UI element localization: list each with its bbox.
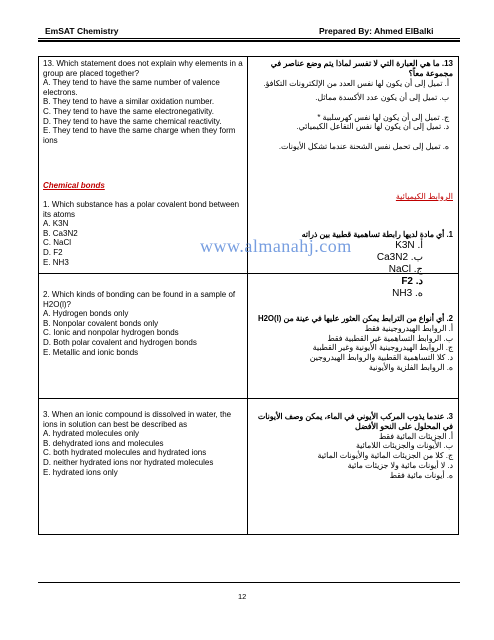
option-a: أ. الروابط الهيدروجينية فقط bbox=[364, 323, 453, 333]
option-e: E. hydrated ions only bbox=[43, 467, 118, 477]
question-stem: 2. أي أنواع من الترابط يمكن العثور عليها في عينة من H2O(l) bbox=[257, 314, 453, 323]
section-title-english: Chemical bonds bbox=[43, 181, 105, 190]
option-a: A. They tend to have the same number of valence electrons. bbox=[43, 78, 220, 97]
option-c: C. Ionic and nonpolar hydrogen bonds bbox=[43, 328, 179, 338]
q2-arabic bbox=[255, 314, 453, 373]
option-a: A. K3N bbox=[43, 219, 69, 229]
section-title-arabic: الروابط الكيميائية bbox=[395, 192, 453, 201]
option-a: أ. تميل إلى أن يكون لها نفس العدد من الإلكترونات التكافؤ. bbox=[263, 79, 449, 88]
option-label: أ. bbox=[417, 239, 423, 251]
option-d bbox=[255, 276, 453, 288]
column-divider bbox=[247, 57, 248, 534]
option-value: NaCl bbox=[388, 263, 411, 275]
option-e: ه. تميل إلى تحمل نفس الشحنة عندما تشكل الأيونات. bbox=[278, 142, 449, 152]
option-value: NH3 bbox=[392, 287, 413, 299]
question-stem: 13. Which statement does not explain why elements in a group are placed together? bbox=[43, 59, 243, 78]
q3-english bbox=[43, 410, 243, 477]
question-stem: 2. Which kinds of bonding can be found in a sample of H2O(l)? bbox=[43, 290, 236, 309]
option-e: E. They tend to have the same charge when they form ions bbox=[43, 126, 236, 145]
header-right: Prepared By: Ahmed ElBalki bbox=[319, 26, 434, 36]
option-b: B. They tend to have a similar oxidation number. bbox=[43, 97, 215, 107]
page-number: 12 bbox=[238, 592, 247, 601]
option-d: د. كلا التساهمية القطبية والروابط الهيدروجين bbox=[309, 353, 453, 363]
option-e bbox=[255, 288, 453, 300]
question-stem: 3. When an ionic compound is dissolved in water, the ions in solution can best be described as bbox=[43, 410, 232, 429]
option-b: B. Ca3N2 bbox=[43, 228, 78, 238]
option-e: E. Metallic and ionic bonds bbox=[43, 347, 139, 357]
option-label: ه. bbox=[414, 287, 423, 299]
question-table bbox=[38, 56, 459, 535]
q2-english bbox=[43, 290, 243, 357]
option-value: K3N bbox=[395, 239, 415, 251]
option-c: ج. الروابط الهيدروجينية الأيونية وغير القطبية bbox=[312, 343, 453, 353]
option-d: D. Both polar covalent and hydrogen bonds bbox=[43, 337, 197, 347]
option-label: ب. bbox=[410, 251, 423, 263]
option-d: د. لا أيونات مائية ولا جزيئات مائية bbox=[347, 460, 453, 470]
header-left: EmSAT Chemistry bbox=[45, 26, 119, 36]
q1-english bbox=[43, 200, 243, 267]
option-b: ب. تميل إلى أن يكون عدد الأكسدة مماثل. bbox=[315, 92, 449, 102]
header-rule-thin bbox=[38, 38, 460, 39]
row-divider-2 bbox=[39, 398, 458, 399]
option-b: ب. الأيونات والجزيئات اللامائية bbox=[355, 441, 453, 451]
option-a: A. hydrated molecules only bbox=[43, 429, 140, 439]
option-c: C. both hydrated molecules and hydrated ions bbox=[43, 448, 207, 458]
option-a: A. Hydrogen bonds only bbox=[43, 309, 129, 319]
option-value: F2 bbox=[401, 275, 413, 287]
option-e: ه. الروابط الفلزية والأيونية bbox=[368, 362, 453, 372]
option-c bbox=[255, 264, 453, 276]
option-c: C. NaCl bbox=[43, 238, 72, 248]
option-c: C. They tend to have the same electronegativity. bbox=[43, 106, 214, 116]
option-value: Ca3N2 bbox=[376, 251, 409, 263]
option-label: د. bbox=[415, 275, 423, 287]
option-c: ج. تميل إلى أن يكون لها نفس كهرسلبية * bbox=[317, 112, 449, 122]
q3-arabic bbox=[255, 412, 453, 481]
option-label: ج. bbox=[413, 263, 423, 275]
header-rule-thick bbox=[38, 40, 460, 42]
option-e: ه. أيونات مائية فقط bbox=[389, 470, 453, 480]
footer-rule bbox=[38, 582, 460, 583]
option-d: D. neither hydrated ions nor hydrated molecules bbox=[43, 457, 214, 467]
option-b: B. dehydrated ions and molecules bbox=[43, 438, 164, 448]
option-a: أ. الجزيئات المائية فقط bbox=[378, 431, 453, 441]
question-stem: 3. عندما يذوب المركب الأيوني في الماء، يمكن وصف الأيونات في المحلول على النحو الأفضل bbox=[257, 412, 453, 431]
option-c: ج. كلا من الجزيئات المائية والأيونات المائية bbox=[317, 451, 453, 461]
option-e: E. NH3 bbox=[43, 257, 69, 267]
option-d: د. تميل إلى أن يكون لها نفس التفاعل الكيميائي. bbox=[296, 122, 449, 132]
option-d: D. They tend to have the same chemical reactivity. bbox=[43, 116, 222, 126]
watermark: www.almanahj.com bbox=[200, 236, 352, 256]
option-b: B. Nonpolar covalent bonds only bbox=[43, 318, 159, 328]
option-b: ب. الروابط التساهمية غير القطبية فقط bbox=[327, 333, 453, 343]
q13-arabic bbox=[255, 59, 453, 152]
question-stem: 1. Which substance has a polar covalent bond between its atoms bbox=[43, 200, 240, 219]
q13-english bbox=[43, 59, 243, 145]
question-stem: 13. ما هي العبارة التي لا تفسر لماذا يتم وضع عناصر في مجموعة معاً؟ bbox=[270, 59, 453, 78]
option-d: D. F2 bbox=[43, 247, 63, 257]
question-stem: 1. أي مادة لديها رابطة تساهمية قطبية بين ذراته bbox=[301, 230, 453, 239]
